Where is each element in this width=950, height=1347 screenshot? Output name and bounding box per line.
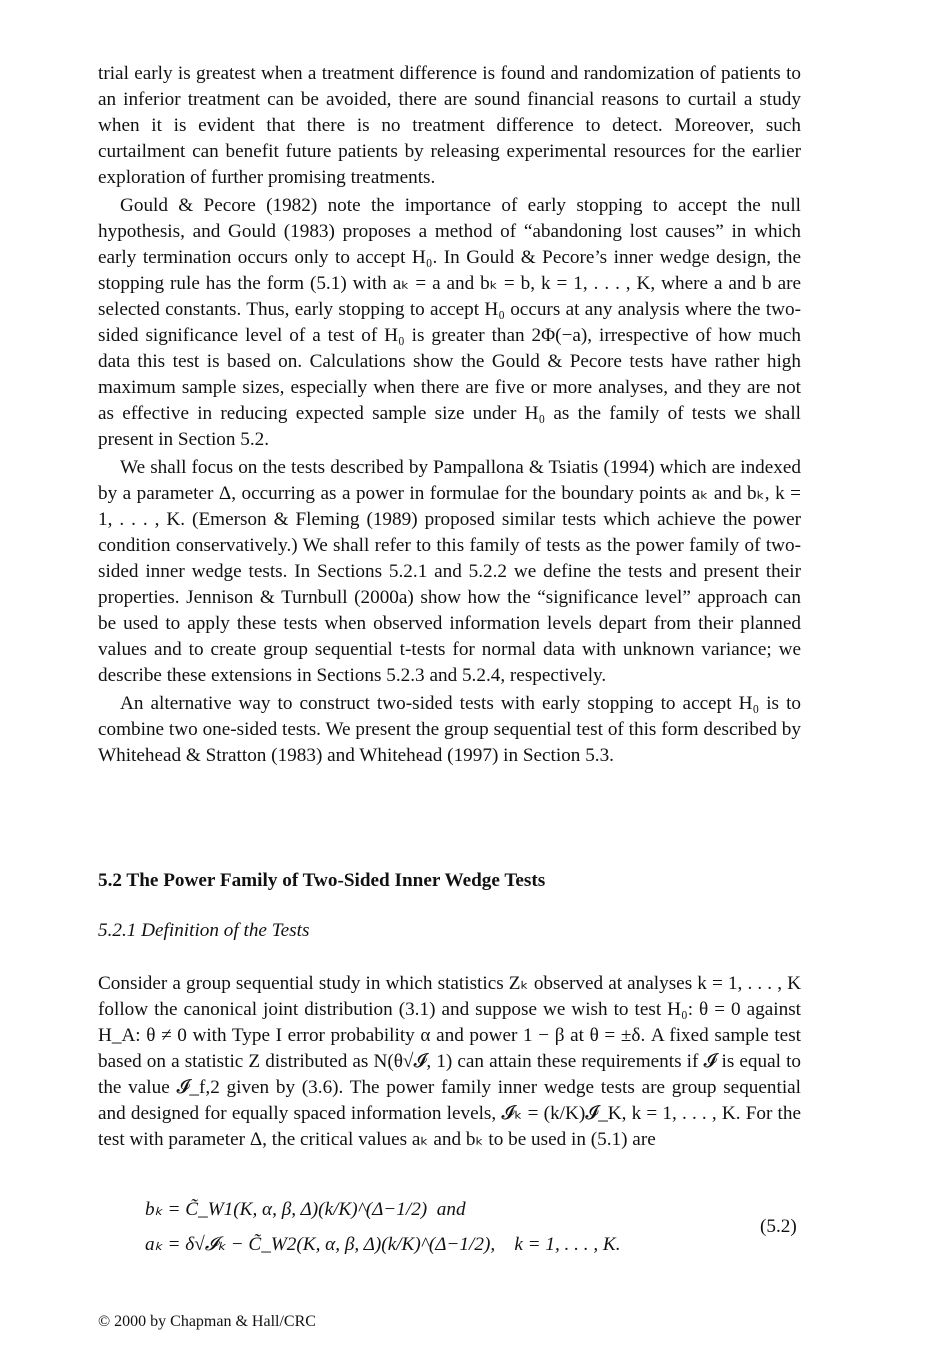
equation-line-1: bₖ = C̃_W1(K, α, β, Δ)(k/K)^(Δ−1/2) and [145,1199,466,1220]
body-text-top [98,61,801,769]
paragraph: Gould & Pecore (1982) note the importance of early stopping to accept the null hypothesis, and Gould (1983) proposes a method of “abandoning lost causes” in which early termination occurs only to accept H₀. In Gould & Pecore’s inner wedge design, the stopping rule has the form (5.1) with aₖ = a and bₖ = b, k = 1, . . . , K, where a and b are selected constants. Thus, early stopping to accept H₀ occurs at any analysis where the two-sided significance level of a test of H₀ is greater than 2Φ(−a), irrespective of how much data this test is based on. Calculations show the Gould & Pecore tests have rather high maximum sample sizes, especially when there are five or more analyses, and they are not as effective in reducing expected sample size under H₀ as the family of tests we shall present in Section 5.2. [98,195,801,450]
copyright-footer: © 2000 by Chapman & Hall/CRC [98,1313,316,1330]
paragraph: An alternative way to construct two-sided tests with early stopping to accept H₀ is to combine two one-sided tests. We present the group sequential test of this form described by Whitehead & Stratton (1983) and Whitehead (1997) in Section 5.3. [98,693,801,766]
equation-number: (5.2) [760,1216,797,1237]
paragraph: Consider a group sequential study in which statistics Zₖ observed at analyses k = 1, . . . , K follow the canonical joint distribution (3.1) and suppose we wish to test H₀: θ = 0 against H_A: θ ≠ 0 with Type I error probability α and power 1 − β at θ = ±δ. A fixed sample test based on a statistic Z distributed as N(θ√𝓘, 1) can attain these requirements if 𝓘 is equal to the value 𝓘_f,2 given by (3.6). The power family inner wedge tests are group sequential and designed for equally spaced information levels, 𝓘ₖ = (k/K)𝓘_K, k = 1, . . . , K. For the test with parameter Δ, the critical values aₖ and bₖ to be used in (5.1) are [98,973,801,1150]
subsection-heading: 5.2.1 Definition of the Tests [98,920,310,941]
paragraph: trial early is greatest when a treatment difference is found and randomization of patients to an inferior treatment can be avoided, there are sound financial reasons to curtail a study when it is evident that there is no treatment difference to detect. Moreover, such curtailment can benefit future patients by releasing experimental resources for the earlier exploration of further promising treatments. [98,63,801,188]
paragraph: We shall focus on the tests described by Pampallona & Tsiatis (1994) which are indexed by a parameter Δ, occurring as a power in formulae for the boundary points aₖ and bₖ, k = 1, . . . , K. (Emerson & Fleming (1989) proposed similar tests which achieve the power condition conservatively.) We shall refer to this family of tests as the power family of two-sided inner wedge tests. In Sections 5.2.1 and 5.2.2 we define the tests and present their properties. Jennison & Turnbull (2000a) show how the “significance level” approach can be used to apply these tests when observed information levels depart from their planned values and to create group sequential t-tests for normal data with unknown variance; we describe these extensions in Sections 5.2.3 and 5.2.4, respectively. [98,457,801,686]
section-heading: 5.2 The Power Family of Two-Sided Inner Wedge Tests [98,870,546,891]
body-text-main [98,971,801,1153]
equation-line-2: aₖ = δ√𝓘ₖ − C̃_W2(K, α, β, Δ)(k/K)^(Δ−1/2), k = 1, . . . , K. [145,1234,621,1255]
